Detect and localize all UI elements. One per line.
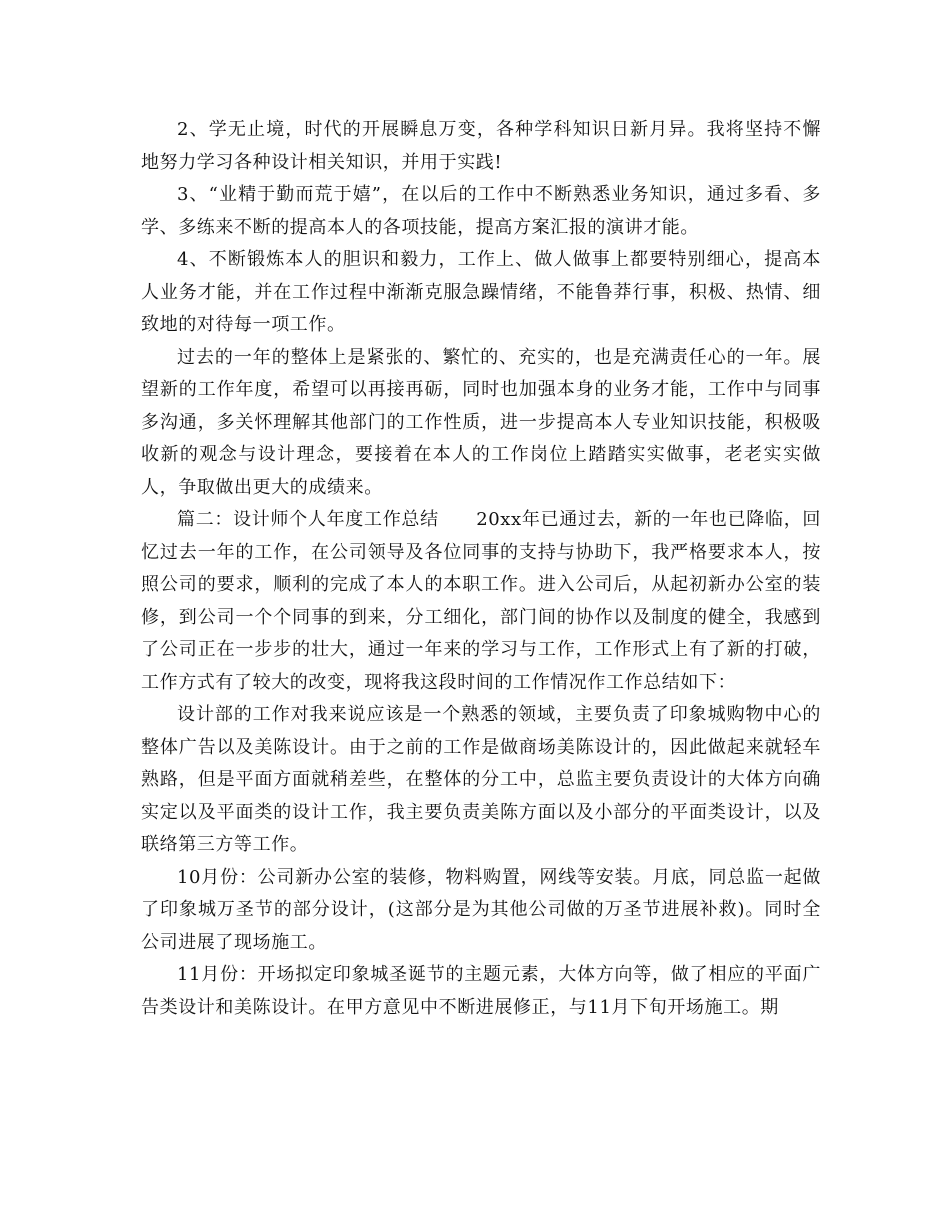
paragraph-item-3: 3、“业精于勤而荒于嬉”，在以后的工作中不断熟悉业务知识，通过多看、多学、多练来不断的提高本人的各项技能，提高方案汇报的演讲才能。 — [141, 184, 821, 238]
paragraph-item-2: 2、学无止境，时代的开展瞬息万变，各种学科知识日新月异。我将坚持不懈地努力学习各种设计相关知识，并用于实践! — [141, 119, 821, 173]
paragraph-october: 10月份：公司新办公室的装修，物料购置，网线等安装。月底，同总监一起做了印象城万圣节的部分设计，(这部分是为其他公司做的万圣节进展补救)。同时全公司进展了现场施工。 — [141, 866, 821, 953]
paragraph-november: 11月份：开场拟定印象城圣诞节的主题元素，大体方向等，做了相应的平面广告类设计和美陈设计。在甲方意见中不断进展修正，与11月下旬开场施工。期 — [141, 964, 821, 1018]
paragraph-summary: 过去的一年的整体上是紧张的、繁忙的、充实的，也是充满责任心的一年。展望新的工作年度，希望可以再接再砺，同时也加强本身的业务才能，工作中与同事多沟通，多关怀理解其他部门的工作性质，进一步提高本人专业知识技能，积极吸收新的观念与设计理念，要接着在本人的工作岗位上踏踏实实做事，老老实实做人，争取做出更大的成绩来。 — [141, 346, 821, 498]
paragraph-design-department: 设计部的工作对我来说应该是一个熟悉的领域，主要负责了印象城购物中心的整体广告以及美陈设计。由于之前的工作是做商场美陈设计的，因此做起来就轻车熟路，但是平面方面就稍差些，在整体的分工中，总监主要负责设计的大体方向确实定以及平面类的设计工作，我主要负责美陈方面以及小部分的平面类设计，以及联络第三方等工作。 — [141, 704, 821, 855]
paragraph-part-two-intro: 篇二：设计师个人年度工作总结 20xx年已通过去，新的一年也已降临，回忆过去一年的工作，在公司领导及各位同事的支持与协助下，我严格要求本人，按照公司的要求，顺利的完成了本人的本职工作。进入公司后，从起初新办公室的装修，到公司一个个同事的到来，分工细化，部门间的协作以及制度的健全，我感到了公司正在一步步的壮大，通过一年来的学习与工作，工作形式上有了新的打破，工作方式有了较大的改变，现将我这段时间的工作情况作工作总结如下： — [141, 509, 821, 693]
paragraph-item-4: 4、不断锻炼本人的胆识和毅力，工作上、做人做事上都要特别细心，提高本人业务才能，并在工作过程中渐渐克服急躁情绪，不能鲁莽行事，积极、热情、细致地的对待每一项工作。 — [141, 249, 821, 335]
document-body — [141, 114, 821, 1024]
